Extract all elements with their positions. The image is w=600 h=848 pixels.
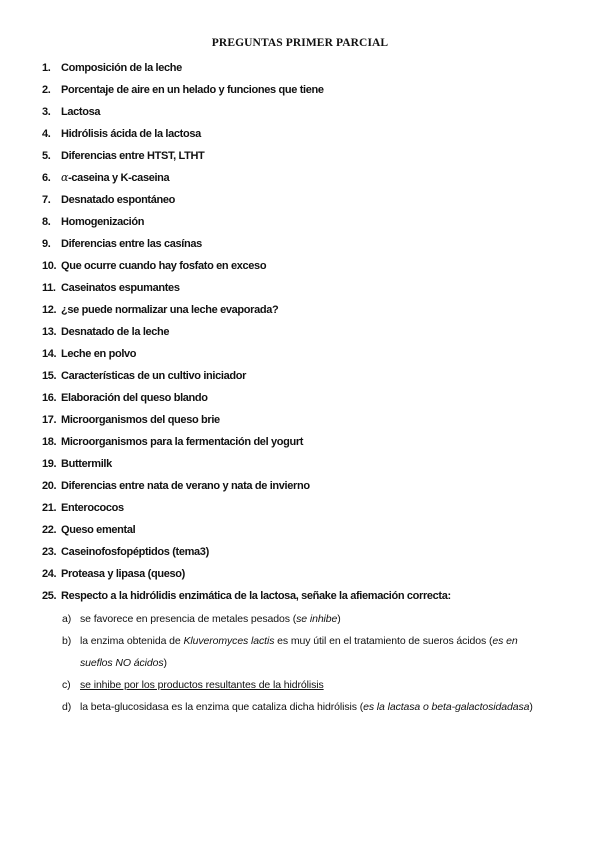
question-number: 7. <box>42 194 51 206</box>
question-item-5 <box>42 145 582 167</box>
question-text: Proteasa y lipasa (queso) <box>61 568 185 580</box>
question-number: 20. <box>42 480 57 492</box>
question-item-16 <box>42 387 582 409</box>
question-number: 9. <box>42 238 51 250</box>
question-number: 12. <box>42 304 57 316</box>
question-item-17 <box>42 409 582 431</box>
question-text: Enterococos <box>61 502 124 514</box>
question-number: 4. <box>42 128 51 140</box>
question-number: 22. <box>42 524 57 536</box>
question-text: -caseina y K-caseina <box>68 172 170 184</box>
question-text: Diferencias entre nata de verano y nata de invierno <box>61 480 310 492</box>
question-text: Elaboración del queso blando <box>61 392 208 404</box>
question-text: Leche en polvo <box>61 348 137 360</box>
question-item-9 <box>42 233 582 255</box>
question-item-14 <box>42 343 582 365</box>
question-text: Que ocurre cuando hay fosfato en exceso <box>61 260 267 272</box>
question-number: 23. <box>42 546 57 558</box>
option-text-continued: es muy útil en el tratamiento de sueros ácidos ( <box>274 635 493 647</box>
question-text: Respecto a la hidrólidis enzimática de la lactosa, señake la afiemación correcta: <box>61 590 451 602</box>
option-b-continuation <box>62 652 582 674</box>
question-item-7 <box>42 189 582 211</box>
question-number: 14. <box>42 348 57 360</box>
question-item-3 <box>42 101 582 123</box>
question-text: Buttermilk <box>61 458 112 470</box>
question-number: 2. <box>42 84 51 96</box>
alpha-symbol: α <box>61 171 69 184</box>
question-item-11 <box>42 277 582 299</box>
question-number: 19. <box>42 458 57 470</box>
option-c <box>62 674 582 696</box>
option-text-correct: se inhibe por los productos resultantes de la hidrólisis <box>80 679 324 691</box>
question-text: Composición de la leche <box>61 62 182 74</box>
question-number: 8. <box>42 216 51 228</box>
option-letter: a) <box>62 613 72 625</box>
question-text: Desnatado espontáneo <box>61 194 176 206</box>
species-name: Kluveromyces lactis <box>183 635 275 647</box>
question-item-21 <box>42 497 582 519</box>
question-text: Desnatado de la leche <box>61 326 170 338</box>
question-number: 15. <box>42 370 57 382</box>
question-text: Lactosa <box>61 106 101 118</box>
question-item-25 <box>42 585 582 607</box>
option-close: ) <box>163 657 167 669</box>
option-letter: c) <box>62 679 71 691</box>
question-number: 1. <box>42 62 51 74</box>
question-item-18 <box>42 431 582 453</box>
question-item-6 <box>42 167 582 189</box>
question-text: Porcentaje de aire en un helado y funciones que tiene <box>61 84 324 96</box>
answer-options <box>62 608 582 718</box>
question-number: 18. <box>42 436 57 448</box>
question-number: 10. <box>42 260 57 272</box>
question-number: 17. <box>42 414 57 426</box>
option-note-continued: sueflos NO ácidos <box>80 657 164 669</box>
question-text: Caseinatos espumantes <box>61 282 180 294</box>
question-item-20 <box>42 475 582 497</box>
question-item-13 <box>42 321 582 343</box>
option-text: la beta-glucosidasa es la enzima que cataliza dicha hidrólisis ( <box>80 701 364 713</box>
question-text: Queso emental <box>61 524 136 536</box>
question-item-10 <box>42 255 582 277</box>
question-item-22 <box>42 519 582 541</box>
questions-list <box>42 57 582 607</box>
option-text: se favorece en presencia de metales pesados ( <box>80 613 297 625</box>
question-item-12 <box>42 299 582 321</box>
question-number: 16. <box>42 392 57 404</box>
option-d <box>62 696 582 718</box>
question-number: 11. <box>42 282 56 294</box>
option-letter: b) <box>62 635 72 647</box>
question-number: 24. <box>42 568 57 580</box>
question-number: 25. <box>42 590 57 602</box>
question-item-8 <box>42 211 582 233</box>
question-item-1 <box>42 57 582 79</box>
option-close: ) <box>529 701 533 713</box>
question-text: Hidrólisis ácida de la lactosa <box>61 128 201 140</box>
question-number: 6. <box>42 172 51 184</box>
option-b <box>62 630 582 652</box>
question-text: ¿se puede normalizar una leche evaporada? <box>61 304 279 316</box>
page-title: PREGUNTAS PRIMER PARCIAL <box>211 37 389 49</box>
question-text: Microorganismos del queso brie <box>61 414 220 426</box>
question-text: Diferencias entre las casínas <box>61 238 202 250</box>
question-number: 21. <box>42 502 57 514</box>
question-number: 3. <box>42 106 51 118</box>
question-text: Diferencias entre HTST, LTHT <box>61 150 205 162</box>
option-close: ) <box>337 613 341 625</box>
question-number: 5. <box>42 150 51 162</box>
question-item-2 <box>42 79 582 101</box>
question-text: Características de un cultivo iniciador <box>61 370 247 382</box>
question-item-23 <box>42 541 582 563</box>
option-text: la enzima obtenida de <box>80 635 184 647</box>
question-text: Microorganismos para la fermentación del yogurt <box>61 436 304 448</box>
question-item-24 <box>42 563 582 585</box>
option-note: es en <box>492 635 518 647</box>
question-text: Homogenización <box>61 216 145 228</box>
question-text: Caseinofosfopéptidos (tema3) <box>61 546 209 558</box>
question-item-15 <box>42 365 582 387</box>
question-item-19 <box>42 453 582 475</box>
option-note: se inhibe <box>296 613 338 625</box>
option-letter: d) <box>62 701 72 713</box>
option-note: es la lactasa o beta-galactosidadasa <box>363 701 530 713</box>
question-number: 13. <box>42 326 57 338</box>
question-item-4 <box>42 123 582 145</box>
option-a <box>62 608 582 630</box>
